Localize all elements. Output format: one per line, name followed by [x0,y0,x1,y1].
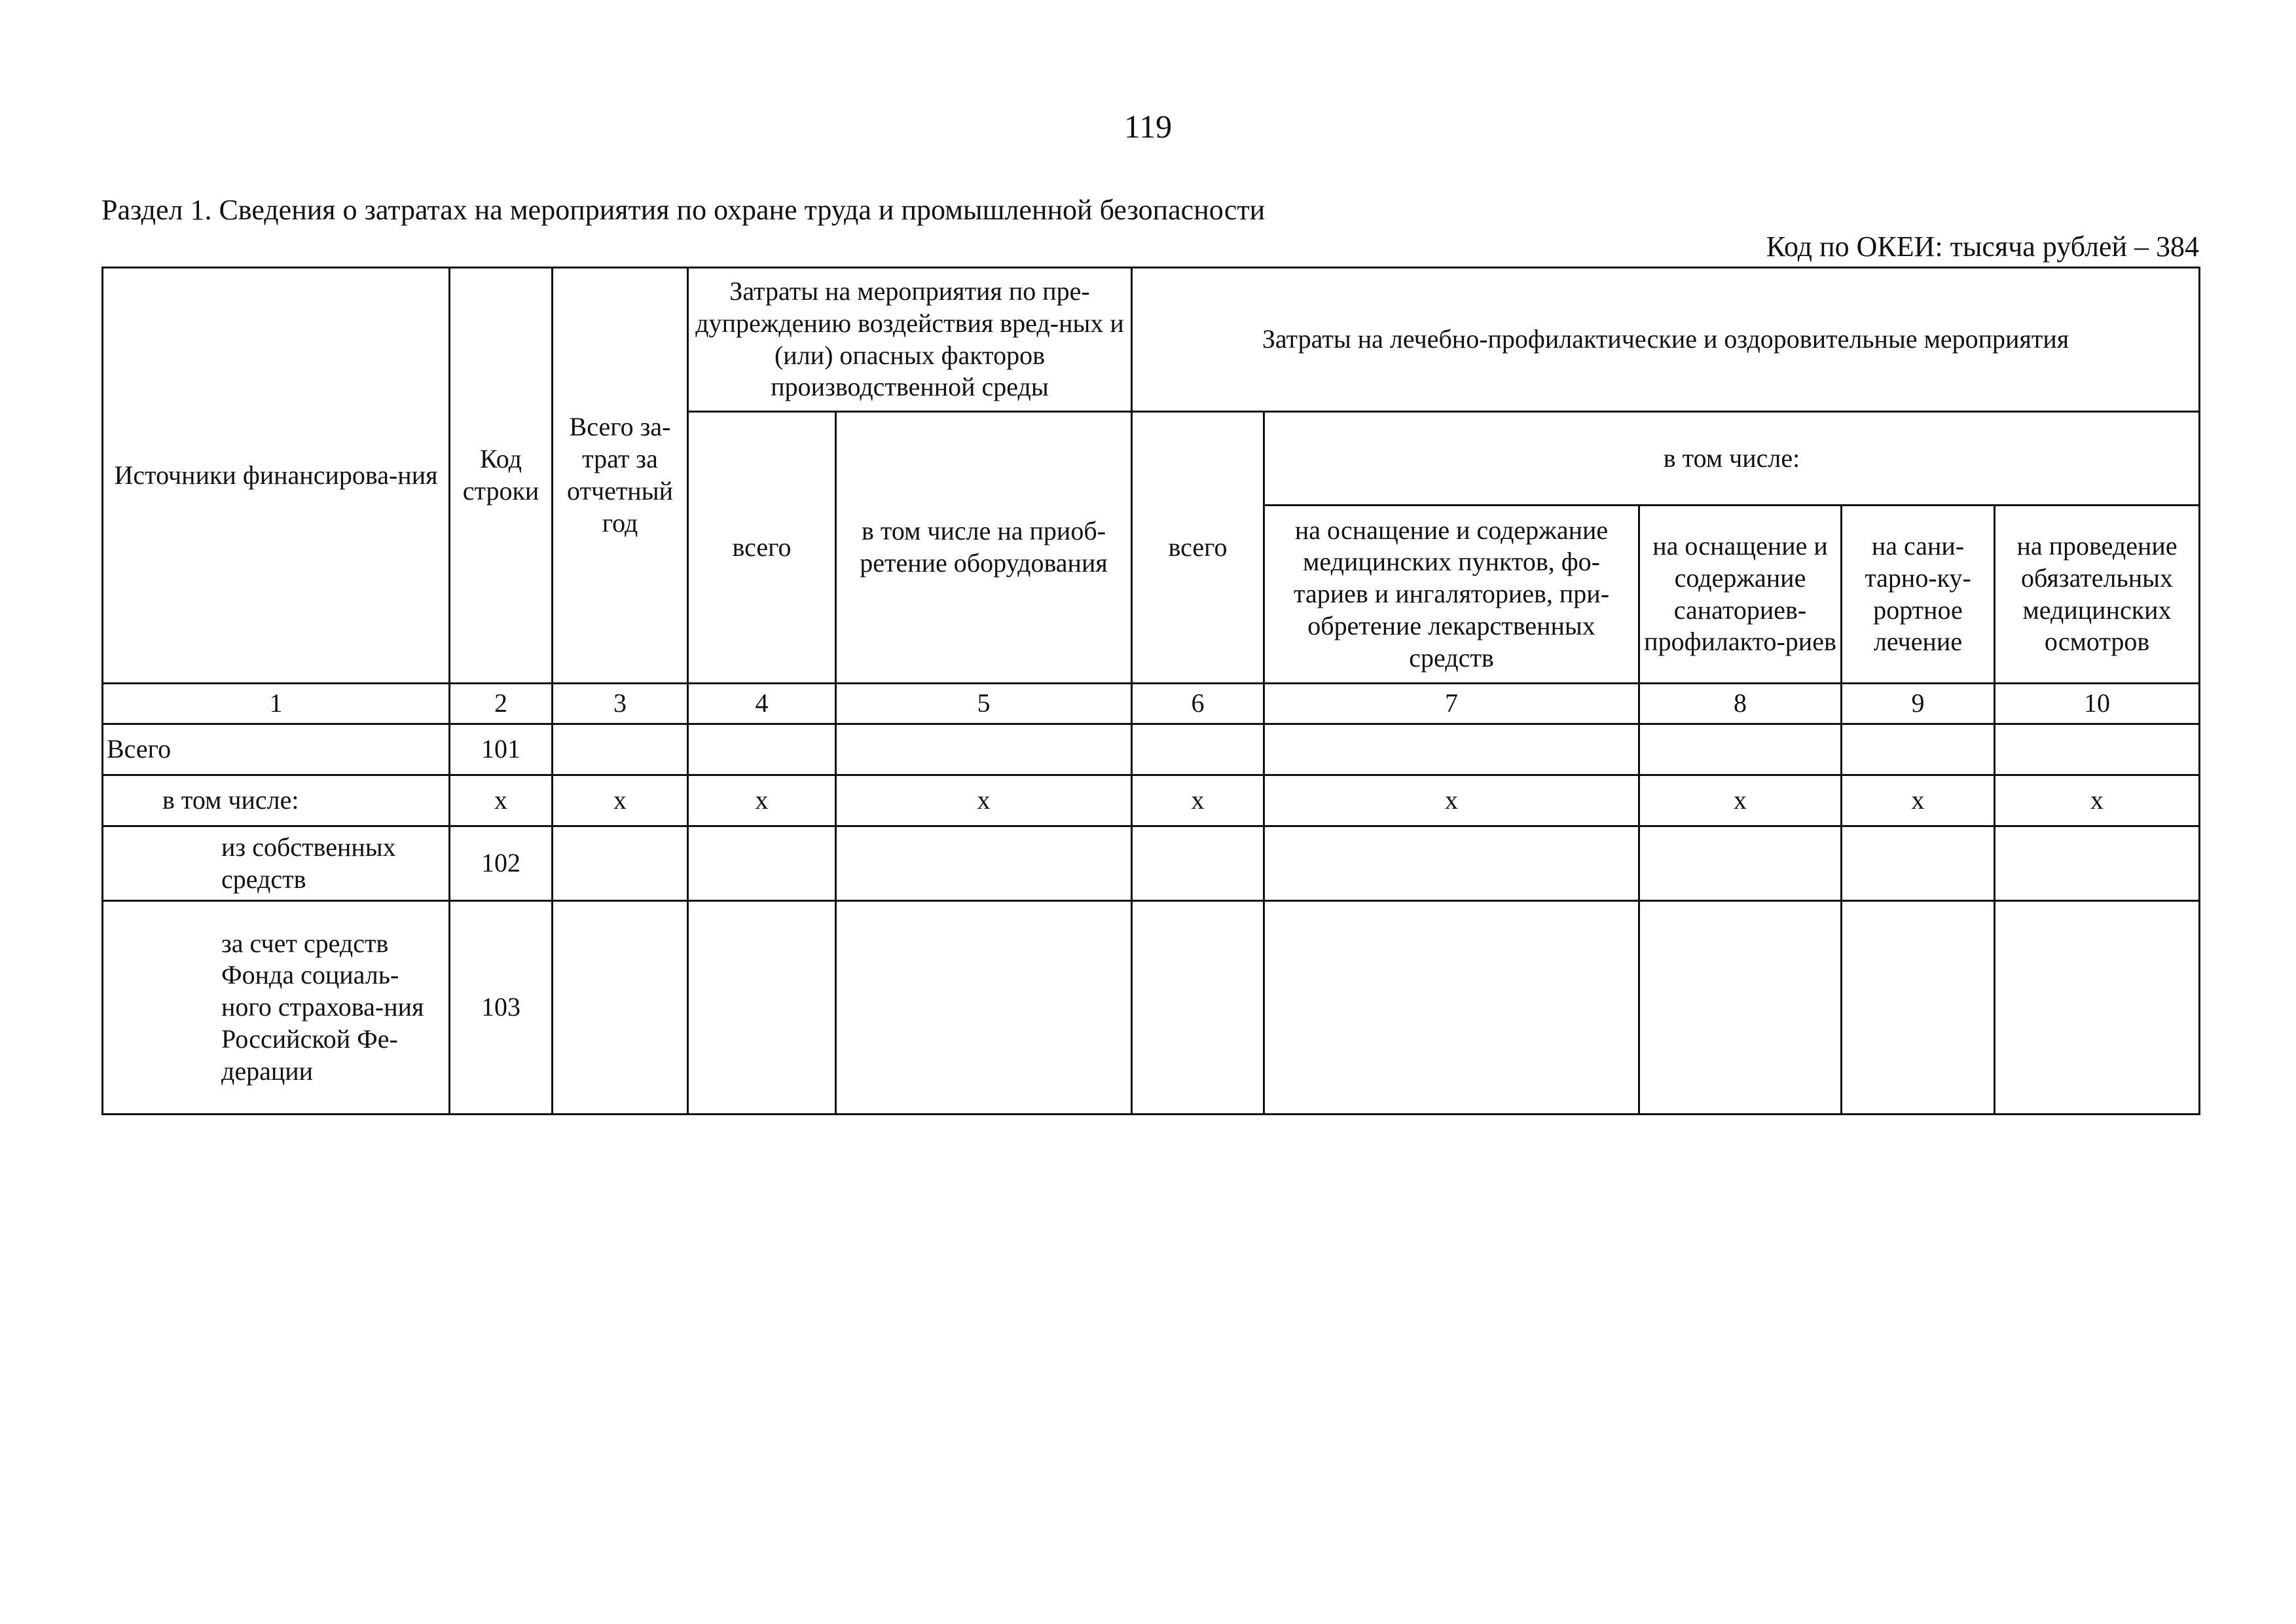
header-prevention-total: всего [688,412,836,684]
page-number: 119 [1123,108,1173,145]
column-number: 4 [688,684,836,724]
data-cell [1639,724,1842,775]
row-code: x [450,775,553,826]
column-number: 2 [450,684,553,724]
data-cell [836,901,1132,1115]
data-cell [836,826,1132,901]
row-label: за счет средств Фонда социаль-ного страхова-ния Российской Фе-дерации [103,901,450,1115]
data-cell [1995,826,2200,901]
data-cell [553,724,688,775]
column-number: 7 [1264,684,1639,724]
data-cell [1842,826,1995,901]
data-cell [1264,826,1639,901]
row-label: Всего [103,724,450,775]
column-number: 8 [1639,684,1842,724]
row-code: 102 [450,826,553,901]
data-cell [1132,901,1264,1115]
header-sources: Источники финансирова-ния [103,268,450,684]
header-health-medical-points: на оснащение и содержание медицинских пунктов, фо-тариев и ингаляториев, при-обретение лекарственных средств [1264,506,1639,684]
table-row-social-insurance [103,901,2200,1115]
data-cell [836,724,1132,775]
column-number: 3 [553,684,688,724]
data-cell: x [1995,775,2200,826]
table-row-total [103,724,2200,775]
header-prevention-equipment: в том числе на приоб-ретение оборудования [836,412,1132,684]
row-code: 101 [450,724,553,775]
row-label: из собственных средств [103,826,450,901]
data-cell [1842,724,1995,775]
header-health-sanatoriums: на оснащение и содержание санаториев-профилакто-риев [1639,506,1842,684]
data-cell [688,826,836,901]
table-row-own-funds [103,826,2200,901]
column-number: 1 [103,684,450,724]
data-cell [1995,901,2200,1115]
data-cell: x [1842,775,1995,826]
row-label: в том числе: [103,775,450,826]
data-cell [1842,901,1995,1115]
data-cell: x [1264,775,1639,826]
data-cell [1995,724,2200,775]
data-cell [1264,724,1639,775]
header-total-costs: Всего за-трат за отчетный год [553,268,688,684]
header-health-spa: на сани-тарно-ку-рортное лечение [1842,506,1995,684]
table-row-including [103,775,2200,826]
row-code: 103 [450,901,553,1115]
data-cell [688,724,836,775]
header-health-total: всего [1132,412,1264,684]
header-health-group: Затраты на лечебно-профилактические и оздоровительные мероприятия [1132,268,2200,412]
data-cell: x [553,775,688,826]
data-cell [1132,826,1264,901]
column-numbers-row [103,684,2200,724]
column-number: 9 [1842,684,1995,724]
data-cell [553,826,688,901]
data-cell: x [1639,775,1842,826]
data-cell [1639,826,1842,901]
data-cell [553,901,688,1115]
header-prevention-group: Затраты на мероприятия по пре-дупреждению воздействия вред-ных и (или) опасных факторов производственной среды [688,268,1132,412]
data-cell [1639,901,1842,1115]
section-title: Раздел 1. Сведения о затратах на мероприятия по охране труда и промышленной безопасности [101,194,1266,226]
header-health-including: в том числе: [1264,412,2200,506]
header-health-checkups: на проведение обязательных медицинских осмотров [1995,506,2200,684]
data-cell [688,901,836,1115]
data-cell: x [1132,775,1264,826]
header-code: Код строки [450,268,553,684]
data-cell [1132,724,1264,775]
costs-table [101,267,2200,1115]
data-cell: x [836,775,1132,826]
data-cell [1264,901,1639,1115]
column-number: 5 [836,684,1132,724]
column-number: 6 [1132,684,1264,724]
column-number: 10 [1995,684,2200,724]
data-cell: x [688,775,836,826]
okei-unit-note: Код по ОКЕИ: тысяча рублей – 384 [1766,231,2199,263]
